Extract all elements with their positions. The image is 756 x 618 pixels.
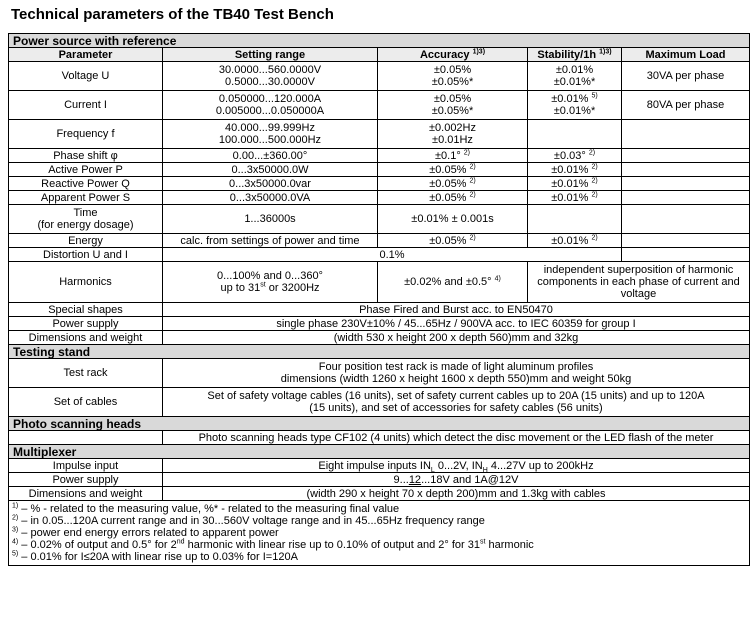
section-multiplexer: Multiplexer [9,445,750,459]
section-row-testing-stand [9,345,750,359]
apparent-param: Apparent Power S [9,191,163,205]
phase-range: 0.00...±360.00° [163,149,378,163]
parameters-table [8,33,750,566]
footnotes [9,501,750,566]
time-param-1: Time [73,207,98,219]
reactive-stab: ±0.01% [551,177,589,190]
phase-param: Phase shift φ [9,149,163,163]
section-power-source: Power source with reference [9,34,750,48]
mux-supply-value [163,473,750,487]
cables-value-1: Set of safety voltage cables (16 units), set of safety current cables up to 20A (15 units) and up to 120A [207,390,705,402]
voltage-acc-1: ±0.05% [433,64,472,76]
table-row-photo [9,431,750,445]
energy-acc-sup: 2) [469,233,476,241]
apparent-accuracy [378,191,528,205]
section-row-power-source [9,34,750,48]
voltage-range [163,62,378,91]
energy-acc: ±0.05% [429,234,467,247]
voltage-stab-1: ±0.01% [555,64,594,76]
footnote-5-text: – 0.01% for I≤20A with linear rise up to 0.03% for I=120A [18,551,298,563]
frequency-acc-2: ±0.01Hz [432,134,473,146]
current-stab-2: ±0.01%* [553,105,596,117]
table-row-phase [9,149,750,163]
voltage-load: 30VA per phase [622,62,750,91]
energy-accuracy [378,234,528,248]
footnote-4-text-b: harmonic with linear rise up to 0.10% of output and 2° for 31 [184,539,481,551]
current-accuracy [378,91,528,120]
table-row-energy [9,234,750,248]
voltage-stability [528,62,622,91]
mux-supply-u: 12 [408,473,422,486]
footnote-3 [12,527,746,539]
time-param-2: (for energy dosage) [37,219,134,231]
supply-value: single phase 230V±10% / 45...65Hz / 900VA acc. to IEC 60359 for group I [163,317,750,331]
harmonics-range-2 [165,282,375,294]
apparent-stab: ±0.01% [551,191,589,204]
distortion-param: Distortion U and I [9,248,163,262]
voltage-range-2: 0.5000...30.0000V [225,76,315,88]
time-param [9,205,163,234]
harmonics-range-2b: or 3200Hz [265,282,320,294]
table-row-dimensions [9,331,750,345]
current-param: Current I [9,91,163,120]
header-max-load: Maximum Load [622,48,750,62]
table-row-cables [9,388,750,417]
frequency-accuracy [378,120,528,149]
apparent-load [622,191,750,205]
impulse-a: Eight impulse inputs IN [318,459,431,472]
footnote-5 [12,551,746,563]
shapes-param: Special shapes [9,303,163,317]
active-acc-sup: 2) [469,162,476,170]
header-accuracy-label: Accuracy [419,48,470,61]
harmonics-accuracy [378,262,528,303]
current-stab-1-wrap [530,93,619,105]
harmonics-range-1: 0...100% and 0...360° [217,270,323,282]
reactive-stab-sup: 2) [591,176,598,184]
section-testing-stand: Testing stand [9,345,750,359]
rack-value [163,359,750,388]
table-row-mux-dims [9,487,750,501]
header-accuracy-sup: 1)3) [472,47,486,55]
voltage-range-1: 30.0000...560.0000V [218,64,322,76]
notes-row [9,501,750,566]
phase-acc-sup: 2) [463,148,471,156]
footnote-1-mark: 1) [12,502,19,510]
apparent-range: 0...3x50000.0VA [163,191,378,205]
header-accuracy [378,48,528,62]
section-row-multiplexer [9,445,750,459]
cables-value-2: (15 units), and set of accessories for safety cables (56 units) [309,402,603,414]
footnote-1 [12,503,746,515]
time-accuracy: ±0.01% ± 0.001s [378,205,528,234]
energy-range: calc. from settings of power and time [163,234,378,248]
current-acc-1: ±0.05% [433,93,472,105]
frequency-param: Frequency f [9,120,163,149]
footnote-4-sup-b: st [480,538,486,546]
rack-value-1: Four position test rack is made of light aluminum profiles [318,361,594,373]
phase-load [622,149,750,163]
apparent-acc-sup: 2) [469,190,476,198]
footnote-4-text-c: harmonic [485,539,534,551]
photo-param [9,431,163,445]
impulse-value [163,459,750,473]
footnote-1-text: – % - related to the measuring value, %* - related to the measuring final value [18,503,400,515]
header-stability-label: Stability/1h [537,48,597,61]
current-range-1: 0.050000...120.000A [218,93,322,105]
impulse-param: Impulse input [9,459,163,473]
header-parameter: Parameter [9,48,163,62]
table-row-voltage [9,62,750,91]
distortion-value: 0.1% [163,248,622,262]
energy-stab-sup: 2) [591,233,598,241]
header-row [9,48,750,62]
header-setting-range: Setting range [163,48,378,62]
current-range [163,91,378,120]
mux-supply-param: Power supply [9,473,163,487]
active-stability [528,163,622,177]
shapes-value: Phase Fired and Burst acc. to EN50470 [163,303,750,317]
distortion-load [622,248,750,262]
rack-value-2: dimensions (width 1260 x height 1600 x depth 550)mm and weight 50kg [280,373,632,385]
harmonics-param: Harmonics [9,262,163,303]
table-row-frequency [9,120,750,149]
current-stability [528,91,622,120]
voltage-stab-2: ±0.01%* [553,76,596,88]
active-load [622,163,750,177]
frequency-range-1: 40.000...99.999Hz [225,122,315,134]
impulse-c: 4...27V up to 200kHz [487,459,594,472]
energy-stab: ±0.01% [551,234,589,247]
active-acc: ±0.05% [429,163,467,176]
frequency-acc-1: ±0.002Hz [428,122,476,134]
current-stab-1: ±0.01% [551,93,589,105]
active-range: 0...3x50000.0W [163,163,378,177]
harmonics-stability: independent superposition of harmonic components in each phase of current and voltage [528,262,750,303]
footnote-4 [12,539,746,551]
mux-dims-value: (width 290 x height 70 x depth 200)mm and 1.3kg with cables [163,487,750,501]
active-param: Active Power P [9,163,163,177]
page-title: Technical parameters of the TB40 Test Bench [11,6,334,23]
phase-stab: ±0.03° [553,149,586,162]
voltage-param: Voltage U [9,62,163,91]
footnote-2 [12,515,746,527]
energy-load [622,234,750,248]
harmonics-acc: ±0.02% and ±0.5° [404,276,492,288]
harmonics-acc-sup: 4) [494,275,501,283]
harmonics-range-sup: st [260,281,266,289]
apparent-stability [528,191,622,205]
table-row-mux-supply [9,473,750,487]
current-acc-2: ±0.05%* [431,105,474,117]
phase-accuracy [378,149,528,163]
section-photo-heads: Photo scanning heads [9,417,750,431]
energy-stability [528,234,622,248]
table-row-current [9,91,750,120]
voltage-acc-2: ±0.05%* [431,76,474,88]
apparent-acc: ±0.05% [429,191,467,204]
reactive-acc-sup: 2) [469,176,476,184]
table-row-impulse [9,459,750,473]
mux-supply-b: ...18V and 1A@12V [421,473,519,486]
table-row-power-supply [9,317,750,331]
mux-supply-a: 9... [393,473,409,486]
table-row-special-shapes [9,303,750,317]
voltage-accuracy [378,62,528,91]
footnote-3-mark: 3) [12,526,19,534]
energy-param: Energy [9,234,163,248]
current-range-2: 0.005000...0.050000A [215,105,325,117]
footnote-4-mark: 4) [12,538,19,546]
active-stab: ±0.01% [551,163,589,176]
active-accuracy [378,163,528,177]
frequency-range [163,120,378,149]
phase-stab-sup: 2) [588,148,596,156]
table-row-time [9,205,750,234]
reactive-param: Reactive Power Q [9,177,163,191]
current-load: 80VA per phase [622,91,750,120]
section-row-photo-heads [9,417,750,431]
header-stability [528,48,622,62]
harmonics-range-2a: up to 31 [220,282,261,294]
frequency-range-2: 100.000...500.000Hz [218,134,322,146]
phase-stability [528,149,622,163]
harmonics-range [163,262,378,303]
dims-value: (width 530 x height 200 x depth 560)mm and 32kg [163,331,750,345]
footnote-2-mark: 2) [12,514,19,522]
photo-value: Photo scanning heads type CF102 (4 units) which detect the disc movement or the LED flash of the meter [163,431,750,445]
dims-param: Dimensions and weight [9,331,163,345]
reactive-accuracy [378,177,528,191]
reactive-stability [528,177,622,191]
table-row-test-rack [9,359,750,388]
time-load [622,205,750,234]
frequency-stability [528,120,622,149]
table-row-reactive-power [9,177,750,191]
cables-param: Set of cables [9,388,163,417]
time-stability [528,205,622,234]
supply-param: Power supply [9,317,163,331]
active-stab-sup: 2) [591,162,598,170]
footnote-2-text: – in 0.05...120A current range and in 30...560V voltage range and in 45...65Hz frequency range [18,515,485,527]
current-stab-1-sup: 5) [591,92,598,100]
impulse-b: 0...2V, IN [434,459,483,472]
reactive-range: 0...3x50000.0var [163,177,378,191]
footnote-3-text: – power end energy errors related to apparent power [18,527,279,539]
table-row-harmonics [9,262,750,303]
table-row-apparent-power [9,191,750,205]
reactive-load [622,177,750,191]
frequency-load [622,120,750,149]
time-range: 1...36000s [163,205,378,234]
footnote-5-mark: 5) [12,550,19,558]
reactive-acc: ±0.05% [429,177,467,190]
phase-acc: ±0.1° [434,149,461,162]
apparent-stab-sup: 2) [591,190,598,198]
footnote-4-text-a: – 0.02% of output and 0.5° for 2 [18,539,177,551]
impulse-sub-l: L [430,466,435,474]
footnote-4-sup-a: nd [176,538,185,546]
table-row-distortion [9,248,750,262]
impulse-sub-h: H [482,466,488,474]
mux-dims-param: Dimensions and weight [9,487,163,501]
header-stability-sup: 1)3) [599,47,612,55]
rack-param: Test rack [9,359,163,388]
table-row-active-power [9,163,750,177]
cables-value [163,388,750,417]
